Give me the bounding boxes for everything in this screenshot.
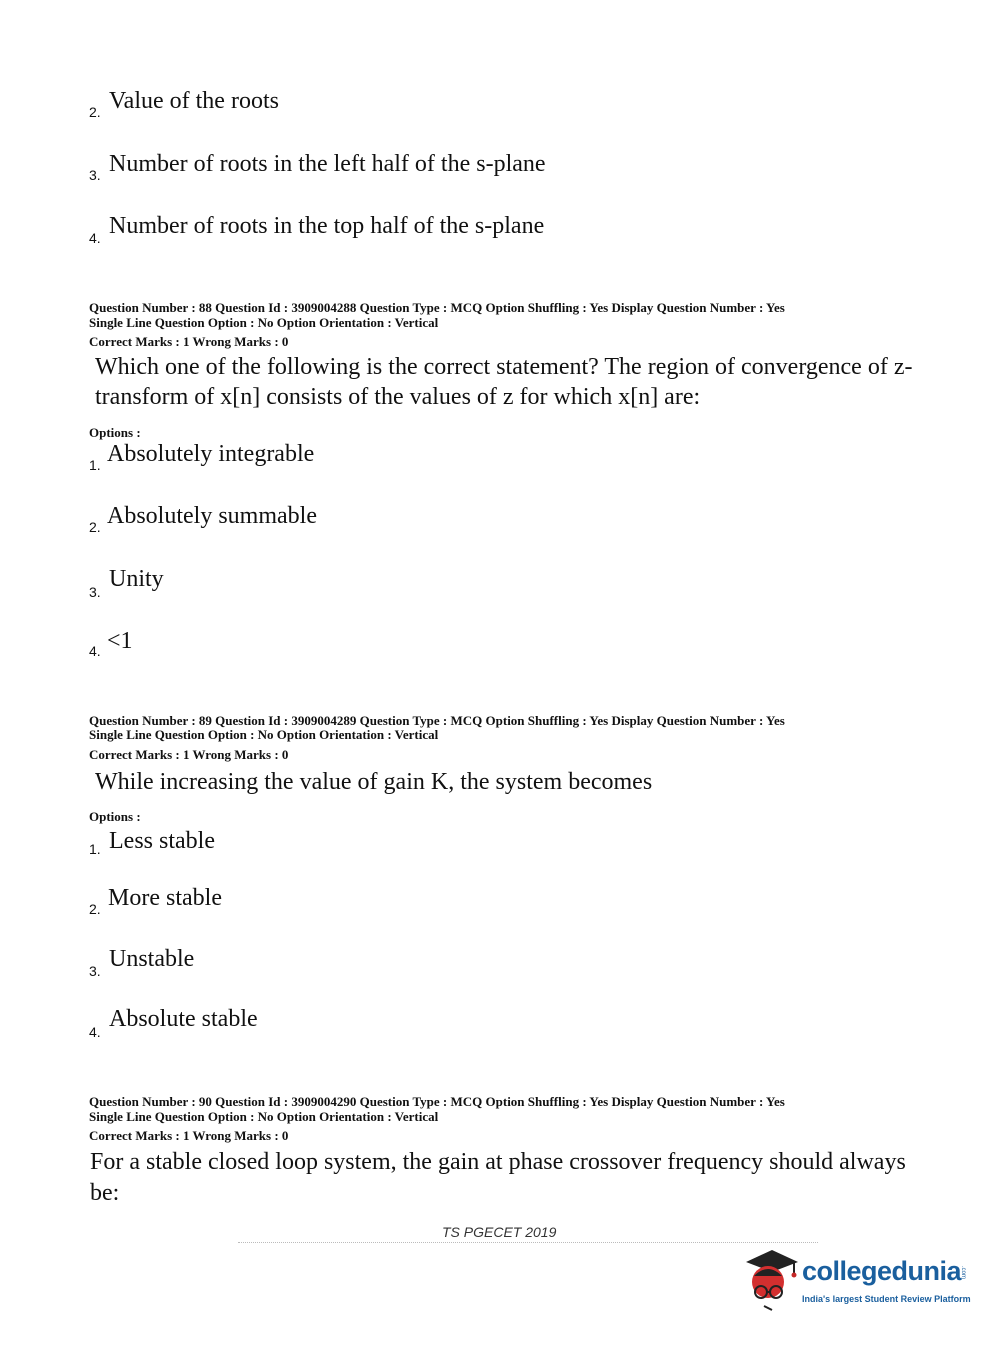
option-text: Unity (109, 566, 164, 592)
brand-logo (738, 1244, 978, 1314)
options-label: Options : (89, 425, 141, 440)
question-meta: Single Line Question Option : No Option Orientation : Vertical (89, 727, 439, 742)
exam-footer: TS PGECET 2019 (442, 1224, 557, 1240)
option-number: 1. (89, 841, 101, 857)
option-number: 4. (89, 1024, 101, 1040)
option-number: 4. (89, 230, 101, 246)
option-text: Unstable (109, 946, 195, 972)
question-text: Which one of the following is the correct statement? The region of convergence of z- (95, 354, 913, 380)
brand-domain: .com (960, 1266, 966, 1280)
question-marks: Correct Marks : 1 Wrong Marks : 0 (89, 334, 289, 349)
option-number: 4. (89, 643, 101, 659)
option-text: Less stable (109, 828, 215, 854)
question-meta: Question Number : 89 Question Id : 3909004289 Question Type : MCQ Option Shuffling : Yes Display Question Number : Yes (89, 713, 785, 728)
option-number: 2. (89, 104, 101, 120)
question-meta: Question Number : 90 Question Id : 3909004290 Question Type : MCQ Option Shuffling : Yes Display Question Number : Yes (89, 1094, 785, 1109)
option-text: <1 (107, 628, 133, 654)
brand-name: collegedunia (802, 1256, 962, 1286)
option-text: Absolute stable (109, 1006, 258, 1032)
option-number: 3. (89, 963, 101, 979)
question-meta: Single Line Question Option : No Option Orientation : Vertical (89, 1109, 439, 1124)
option-number: 1. (89, 457, 101, 473)
options-label: Options : (89, 809, 141, 824)
option-number: 3. (89, 584, 101, 600)
question-marks: Correct Marks : 1 Wrong Marks : 0 (89, 747, 289, 762)
option-text: Number of roots in the left half of the s-plane (109, 151, 546, 177)
option-number: 2. (89, 901, 101, 917)
question-text: While increasing the value of gain K, the system becomes (95, 769, 653, 795)
option-number: 2. (89, 519, 101, 535)
question-text: transform of x[n] consists of the values of z for which x[n] are: (95, 384, 701, 410)
question-text: be: (90, 1180, 120, 1206)
option-text: Value of the roots (109, 88, 279, 114)
option-number: 3. (89, 167, 101, 183)
question-text: For a stable closed loop system, the gain at phase crossover frequency should always (90, 1149, 906, 1175)
footer-divider (238, 1242, 818, 1243)
question-meta: Single Line Question Option : No Option Orientation : Vertical (89, 315, 439, 330)
option-text: Number of roots in the top half of the s-plane (109, 213, 545, 239)
question-meta: Question Number : 88 Question Id : 3909004288 Question Type : MCQ Option Shuffling : Yes Display Question Number : Yes (89, 300, 785, 315)
brand-tagline: India's largest Student Review Platform (802, 1294, 971, 1304)
graduate-mascot-icon (738, 1244, 802, 1314)
option-text: More stable (108, 885, 222, 911)
option-text: Absolutely integrable (107, 441, 315, 467)
option-text: Absolutely summable (107, 503, 317, 529)
question-marks: Correct Marks : 1 Wrong Marks : 0 (89, 1128, 289, 1143)
